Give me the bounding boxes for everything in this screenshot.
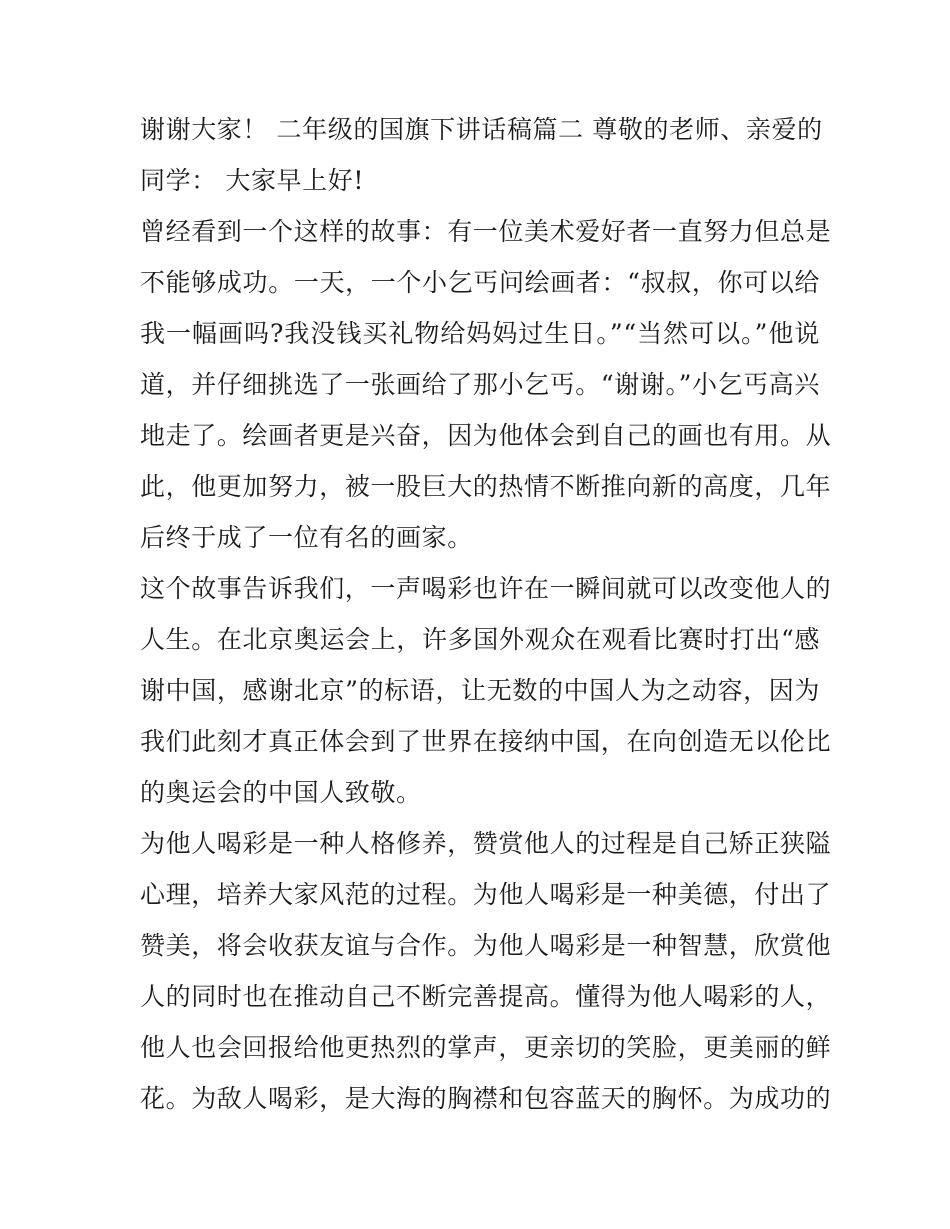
text-line: 花。为敌人喝彩，是大海的胸襟和包容蓝天的胸怀。为成功的 [140,1084,832,1113]
text-line: 人生。在北京奥运会上，许多国外观众在观看比赛时打出“感 [140,625,820,654]
text-line: 曾经看到一个这样的故事：有一位美术爱好者一直努力但总是 [140,217,832,246]
text-line: 赞美，将会收获友谊与合作。为他人喝彩是一种智慧，欣赏他 [140,931,832,960]
text-line: 后终于成了一位有名的画家。 [140,523,473,552]
text-line: 不能够成功。一天，一个小乞丐问绘画者：“叔叔，你可以给 [140,268,820,297]
text-line: 我一幅画吗?我没钱买礼物给妈妈过生日。”“当然可以。”他说 [140,319,820,348]
document-body [140,104,832,1124]
paragraph-olympics [140,563,832,818]
text-line: 为他人喝彩是一种人格修养，赞赏他人的过程是自己矫正狭隘 [140,829,832,858]
text-line: 同学： 大家早上好! [140,166,364,195]
text-line: 心理，培养大家风范的过程。为他人喝彩是一种美德，付出了 [140,880,832,909]
text-line: 道，并仔细挑选了一张画给了那小乞丐。“谢谢。”小乞丐高兴 [140,370,820,399]
paragraph-story [140,206,832,563]
text-line: 地走了。绘画者更是兴奋，因为他体会到自己的画也有用。从 [140,421,832,450]
text-line: 此，他更加努力，被一股巨大的热情不断推向新的高度，几年 [140,472,832,501]
paragraph-greeting [140,104,823,206]
paragraph-cheering [140,818,832,1124]
text-line: 谢谢大家！ 二年级的国旗下讲话稿篇二 尊敬的老师、亲爱的 [140,115,823,144]
text-line: 人的同时也在推动自己不断完善提高。懂得为他人喝彩的人， [140,982,832,1011]
text-line: 的奥运会的中国人致敬。 [140,778,422,807]
text-line: 我们此刻才真正体会到了世界在接纳中国，在向创造无以伦比 [140,727,832,756]
text-line: 这个故事告诉我们，一声喝彩也许在一瞬间就可以改变他人的 [140,574,832,603]
text-line: 他人也会回报给他更热烈的掌声，更亲切的笑脸，更美丽的鲜 [140,1033,832,1062]
text-line: 谢中国，感谢北京”的标语，让无数的中国人为之动容，因为 [140,676,820,705]
